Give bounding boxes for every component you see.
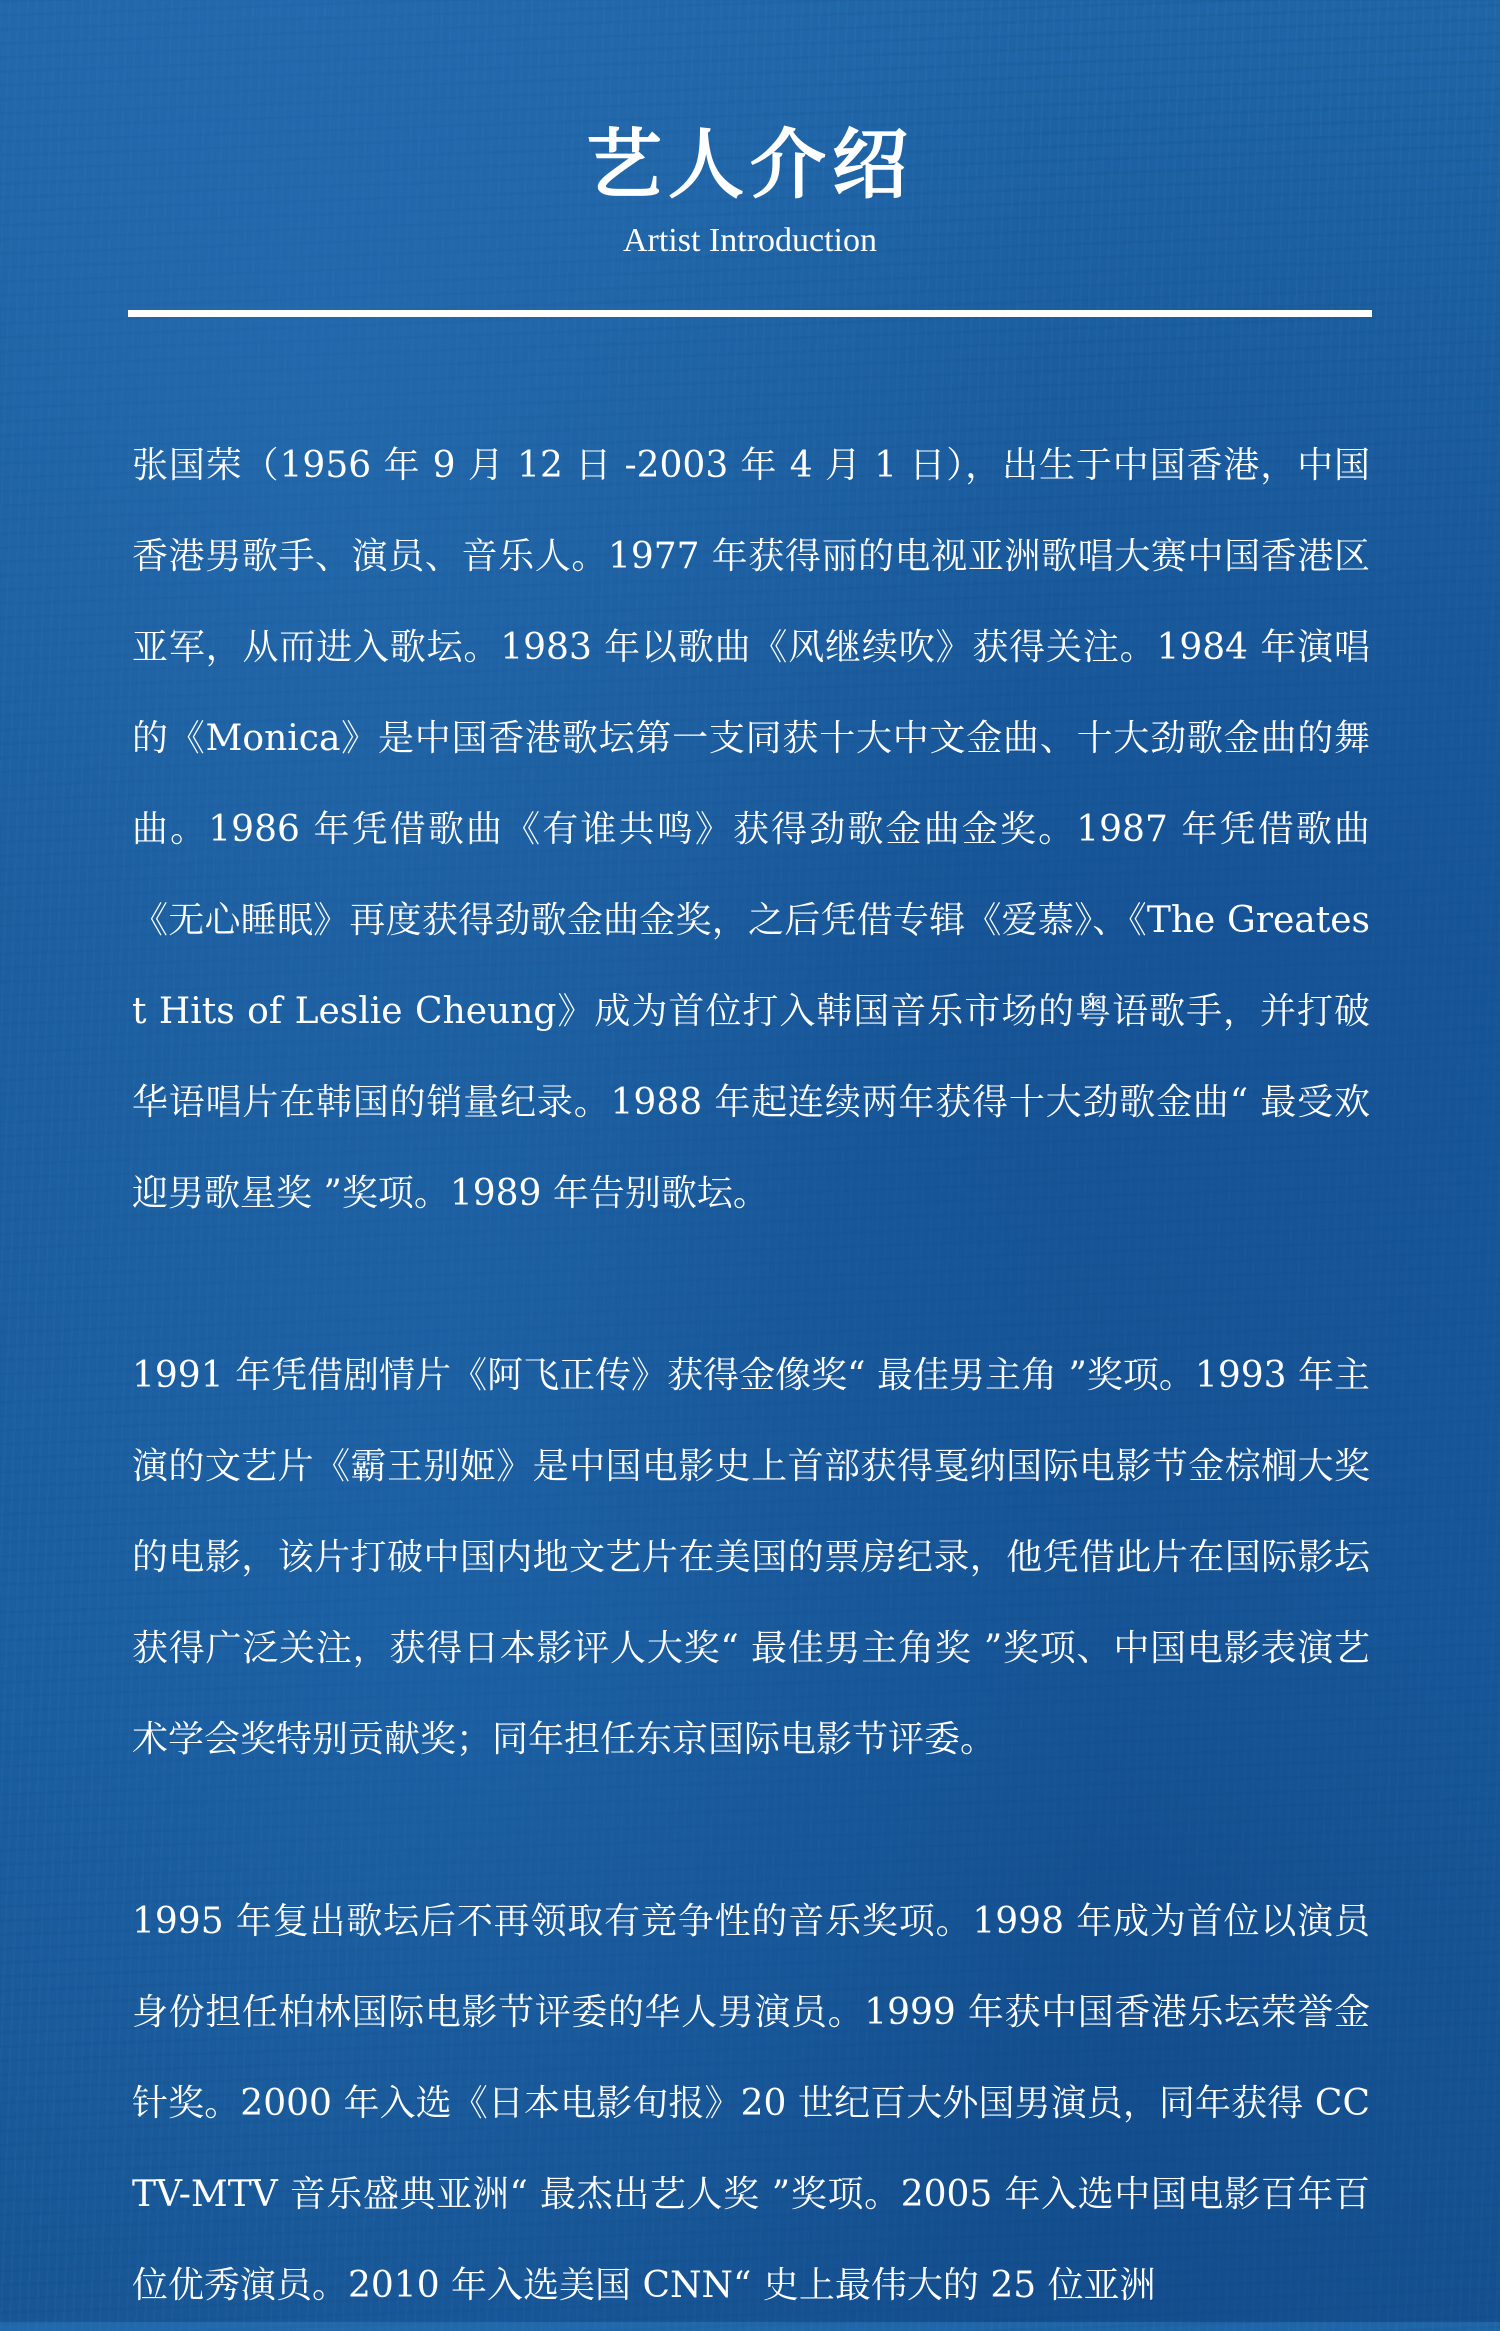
intro-paragraph-1: 张国荣（1956 年 9 月 12 日 -2003 年 4 月 1 日），出生于中国香港，中国香港男歌手、演员、音乐人。1977 年获得丽的电视亚洲歌唱大赛中国香港区亚军，从而进入歌坛。1983 年以歌曲《风继续吹》获得关注。1984 年演唱的《Monica》是中国香港歌坛第一支同获十大中文金曲、十大劲歌金曲的舞曲。1986 年凭借歌曲《有谁共鸣》获得劲歌金曲金奖。1987 年凭借歌曲《无心睡眠》再度获得劲歌金曲金奖，之后凭借专辑《爱慕》、《The Greatest Hits of Leslie Cheung》成为首位打入韩国音乐市场的粤语歌手，并打破华语唱片在韩国的销量纪录。1988 年起连续两年获得十大劲歌金曲“ 最受欢迎男歌星奖 ”奖项。1989 年告别歌坛。: [132, 445, 1370, 1214]
intro-paragraph-3: 1995 年复出歌坛后不再领取有竞争性的音乐奖项。1998 年成为首位以演员身份担任柏林国际电影节评委的华人男演员。1999 年获中国香港乐坛荣誉金针奖。2000 年入选《日本电影旬报》20 世纪百大外国男演员，同年获得 CCTV-MTV 音乐盛典亚洲“ 最杰出艺人奖 ”奖项。2005 年入选中国电影百年百位优秀演员。2010 年入选美国 CNN“ 史上最伟大的 25 位亚洲: [132, 1901, 1370, 2306]
page-title: 艺人介绍: [586, 120, 914, 209]
intro-paragraph-2: 1991 年凭借剧情片《阿飞正传》获得金像奖“ 最佳男主角 ”奖项。1993 年主演的文艺片《霸王别姬》是中国电影史上首部获得戛纳国际电影节金棕榈大奖的电影，该片打破中国内地文艺片在美国的票房纪录，他凭借此片在国际影坛获得广泛关注，获得日本影评人大奖“ 最佳男主角奖 ”奖项、中国电影表演艺术学会奖特别贡献奖；同年担任东京国际电影节评委。: [132, 1355, 1370, 1760]
title-divider: [128, 310, 1372, 317]
page-header: [0, 115, 1500, 263]
page-subtitle: Artist Introduction: [622, 222, 878, 259]
intro-body: [132, 420, 1370, 2331]
